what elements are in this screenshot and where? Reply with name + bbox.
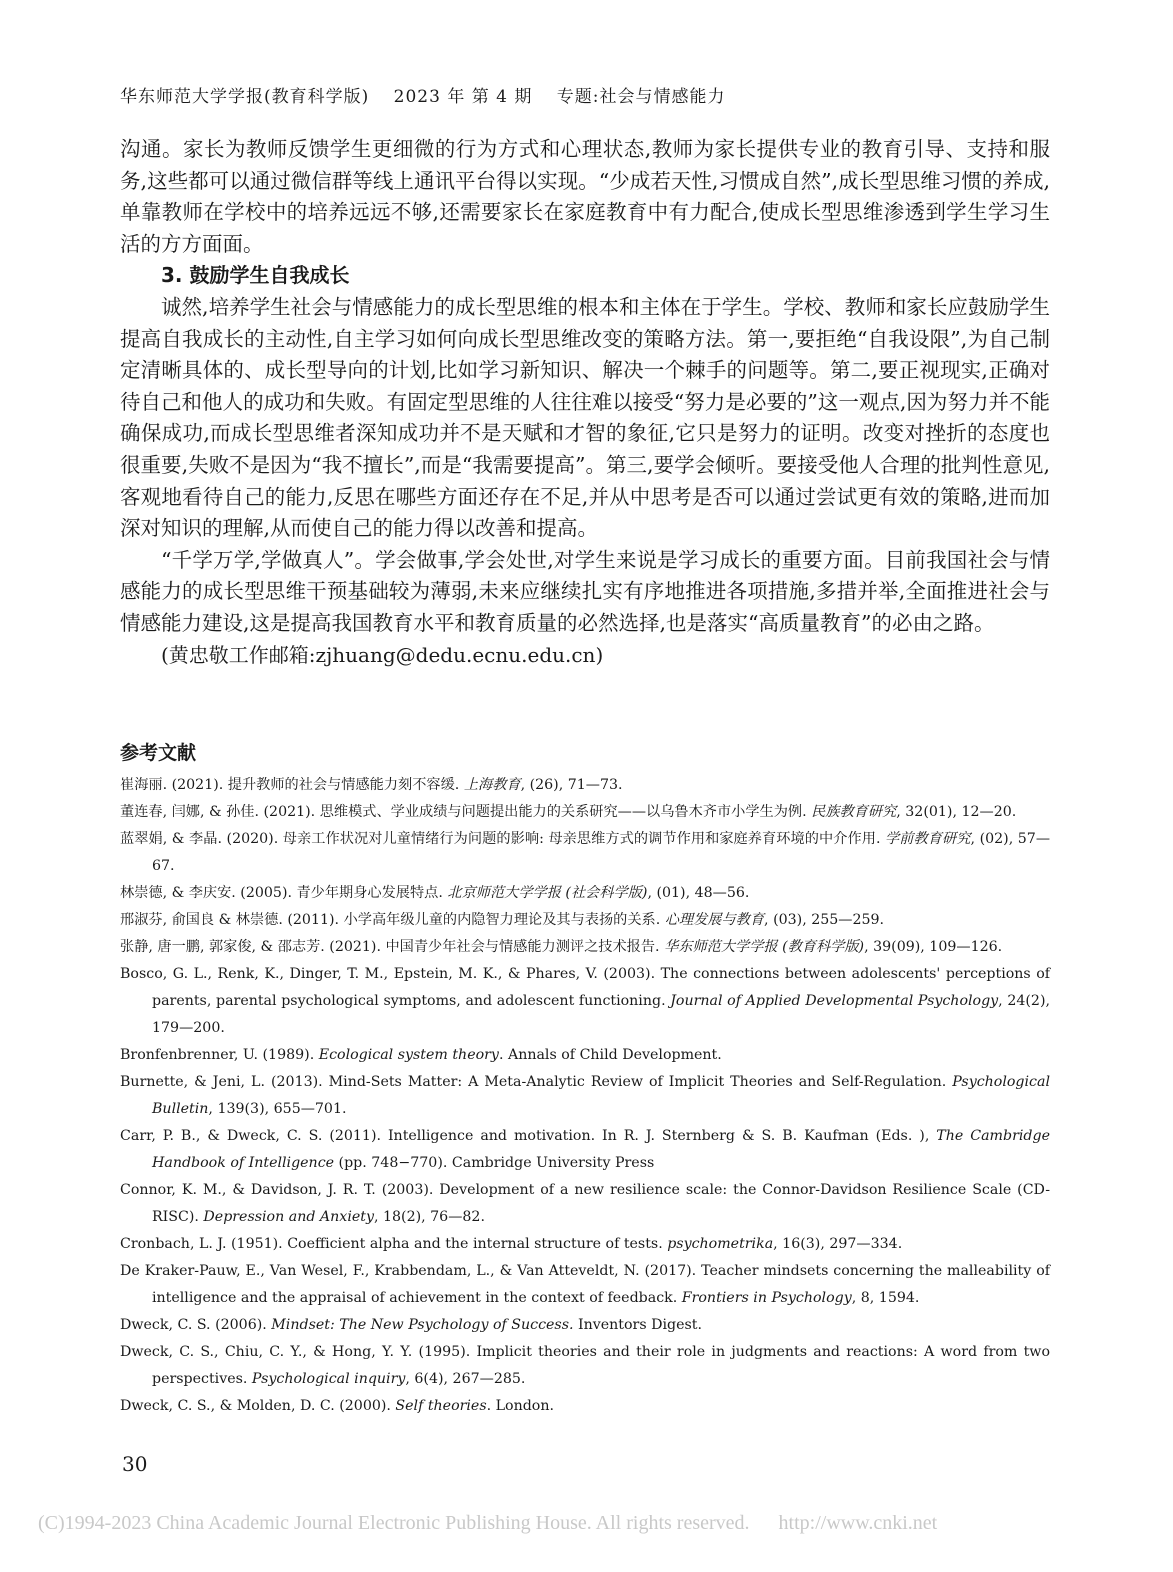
copyright-footer xyxy=(38,1512,1138,1535)
paragraph-continued: 沟通。家长为教师反馈学生更细微的行为方式和心理状态,教师为家长提供专业的教育引导、支持和服务,这些都可以通过微信群等线上通讯平台得以实现。“少成若天性,习惯成自然”,成长型思维习惯的养成,单靠教师在学校中的培养远远不够,还需要家长在家庭教育中有力配合,使成长型思维渗透到学生学习生活的方方面面。 xyxy=(120,137,1050,256)
issue-number: 2023 年 第 4 期 xyxy=(393,87,533,107)
running-header xyxy=(120,82,1050,107)
reference-item: 张静, 唐一鹏, 郭家俊, & 邵志芳. (2021). 中国青少年社会与情感能力测评之技术报告. 华东师范大学学报 (教育科学版), 39(09), 109—126. xyxy=(120,939,1003,955)
paragraph: “千学万学,学做真人”。学会做事,学会处世,对学生来说是学习成长的重要方面。目前我国社会与情感能力的成长型思维干预基础较为薄弱,未来应继续扎实有序地推进各项措施,多措并举,全面推进社会与情感能力建设,这是提高我国教育水平和教育质量的必然选择,也是落实“高质量教育”的必由之路。 xyxy=(120,547,1050,635)
section-heading: 3. 鼓励学生自我成长 xyxy=(161,263,350,288)
reference-item: Dweck, C. S. (2006). Mindset: The New Psychology of Success. Inventors Digest. xyxy=(120,1317,702,1333)
reference-item: Bronfenbrenner, U. (1989). Ecological system theory. Annals of Child Development. xyxy=(120,1047,722,1063)
journal-name: 华东师范大学学报(教育科学版) xyxy=(120,87,370,107)
reference-list xyxy=(120,772,1050,1420)
reference-item: Connor, K. M., & Davidson, J. R. T. (2003). Development of a new resilience scale: the Connor-Davidson Resilience Scale (CD-RISC). Depression and Anxiety, 18(2), 76—82. xyxy=(120,1182,1050,1225)
reference-item: Carr, P. B., & Dweck, C. S. (2011). Intelligence and motivation. In R. J. Sternberg & S. B. Kaufman (Eds. ), The Cambridge Handbook of Intelligence (pp. 748−770). Cambridge University Press xyxy=(120,1128,1050,1171)
reference-item: Burnette, & Jeni, L. (2013). Mind-Sets Matter: A Meta-Analytic Review of Implicit Theories and Self-Regulation. Psychological Bulletin, 139(3), 655—701. xyxy=(120,1074,1050,1117)
paragraph: 诚然,培养学生社会与情感能力的成长型思维的根本和主体在于学生。学校、教师和家长应鼓励学生提高自我成长的主动性,自主学习如何向成长型思维改变的策略方法。第一,要拒绝“自我设限”,为自己制定清晰具体的、成长型导向的计划,比如学习新知识、解决一个棘手的问题等。第二,要正视现实,正确对待自己和他人的成功和失败。有固定型思维的人往往难以接受“努力是必要的”这一观点,因为努力并不能确保成功,而成长型思维者深知成功并不是天赋和才智的象征,它只是努力的证明。改变对挫折的态度也很重要,失败不是因为“我不擅长”,而是“我需要提高”。第三,要学会倾听。要接受他人合理的批判性意见,客观地看待自己的能力,反思在哪些方面还存在不足,并从中思考是否可以通过尝试更有效的策略,进而加深对知识的理解,从而使自己的能力得以改善和提高。 xyxy=(120,294,1050,541)
reference-item: 蓝翠娟, & 李晶. (2020). 母亲工作状况对儿童情绪行为问题的影响: 母亲思维方式的调节作用和家庭养育环境的中介作用. 学前教育研究, (02), 57—67. xyxy=(120,831,1051,874)
topic-label: 专题:社会与情感能力 xyxy=(556,87,726,107)
references-title: 参考文献 xyxy=(120,742,197,764)
author-email: (黄忠敬工作邮箱:zjhuang@dedu.ecnu.edu.cn) xyxy=(161,642,604,667)
copyright-text: (C)1994-2023 China Academic Journal Electronic Publishing House. All rights reserved. xyxy=(38,1512,750,1534)
footer-url: http://www.cnki.net xyxy=(778,1512,938,1534)
page-number: 30 xyxy=(122,1452,148,1476)
article-body xyxy=(120,134,1050,671)
reference-item: 崔海丽. (2021). 提升教师的社会与情感能力刻不容缓. 上海教育, (26), 71—73. xyxy=(120,777,623,793)
reference-item: 董连春, 闫娜, & 孙佳. (2021). 思维模式、学业成绩与问题提出能力的关系研究——以乌鲁木齐市小学生为例. 民族教育研究, 32(01), 12—20. xyxy=(120,804,1017,820)
reference-item: De Kraker-Pauw, E., Van Wesel, F., Krabbendam, L., & Van Atteveldt, N. (2017). Teacher mindsets concerning the malleability of intelligence and the appraisal of achievement in the context of feedback. Frontiers in Psychology, 8, 1594. xyxy=(120,1263,1050,1306)
reference-item: Cronbach, L. J. (1951). Coefficient alpha and the internal structure of tests. psychometrika, 16(3), 297—334. xyxy=(120,1236,903,1252)
reference-item: Dweck, C. S., & Molden, D. C. (2000). Self theories. London. xyxy=(120,1398,554,1414)
reference-item: Bosco, G. L., Renk, K., Dinger, T. M., Epstein, M. K., & Phares, V. (2003). The connections between adolescents' perceptions of parents, parental psychological symptoms, and adolescent functioning. Journal of Applied Developmental Psychology, 24(2), 179—200. xyxy=(120,966,1050,1036)
reference-item: 邢淑芬, 俞国良 & 林崇德. (2011). 小学高年级儿童的内隐智力理论及其与表扬的关系. 心理发展与教育, (03), 255—259. xyxy=(120,912,885,928)
reference-item: 林崇德, & 李庆安. (2005). 青少年期身心发展特点. 北京师范大学学报 (社会科学版), (01), 48—56. xyxy=(120,885,750,901)
reference-item: Dweck, C. S., Chiu, C. Y., & Hong, Y. Y. (1995). Implicit theories and their role in judgments and reactions: A word from two perspectives. Psychological inquiry, 6(4), 267—285. xyxy=(120,1344,1050,1387)
